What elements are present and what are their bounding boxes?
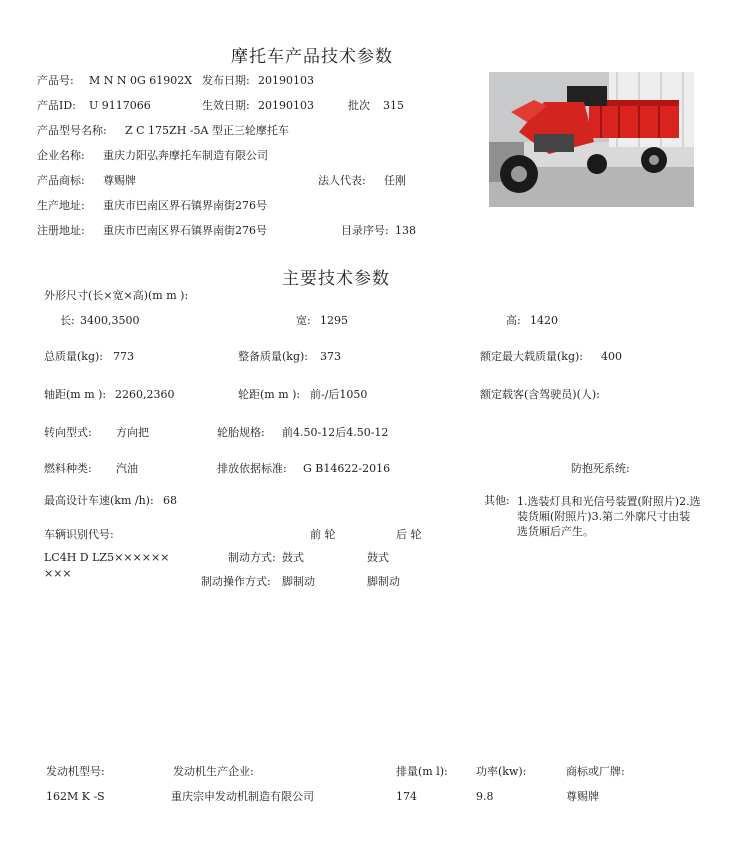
- brand: 尊赐牌: [566, 790, 599, 803]
- vin-continued: ×××: [44, 567, 72, 580]
- registered-address: 重庆市巴南区界石镇界南街276号: [103, 224, 267, 237]
- power: 9.8: [476, 790, 494, 803]
- company: 重庆力阳弘奔摩托车制造有限公司: [103, 149, 268, 162]
- width: 1295: [320, 314, 348, 327]
- track: 前-/后1050: [310, 388, 368, 401]
- product-no-label: 产品号:: [37, 74, 74, 87]
- trademark-label: 产品商标:: [37, 174, 85, 187]
- emission: G B14622-2016: [303, 462, 391, 475]
- catalog-no-label: 目录序号:: [341, 224, 389, 237]
- total-mass-label: 总质量(kg):: [44, 350, 103, 363]
- brake-op-front: 脚制动: [282, 575, 315, 588]
- brake-op-rear: 脚制动: [367, 575, 400, 588]
- registered-address-label: 注册地址:: [37, 224, 85, 237]
- brake-front: 鼓式: [282, 551, 304, 564]
- production-address: 重庆市巴南区界石镇界南街276号: [103, 199, 267, 212]
- passengers-label: 额定载客(含驾驶员)(人):: [480, 388, 600, 401]
- power-label: 功率(kw):: [476, 765, 527, 778]
- page-title: 摩托车产品技术参数: [231, 47, 393, 67]
- curb-mass-label: 整备质量(kg):: [238, 350, 308, 363]
- product-id-label: 产品ID:: [37, 99, 76, 112]
- engine-model: 162M K -S: [46, 790, 105, 803]
- other-label: 其他:: [484, 494, 510, 507]
- max-speed-label: 最高设计车速(km /h):: [44, 494, 154, 507]
- displacement: 174: [396, 790, 417, 803]
- emission-label: 排放依据标准:: [217, 462, 287, 475]
- length: 3400,3500: [80, 314, 140, 327]
- publish-date-label: 发布日期:: [202, 74, 250, 87]
- tire: 前4.50-12后4.50-12: [282, 426, 389, 439]
- model-name: Z C 175ZH -5A 型正三轮摩托车: [125, 124, 289, 137]
- height-label: 高:: [506, 314, 521, 327]
- section-title: 主要技术参数: [282, 269, 390, 289]
- max-load: 400: [601, 350, 622, 363]
- brake-type-label: 制动方式:: [228, 551, 276, 564]
- total-mass: 773: [113, 350, 134, 363]
- curb-mass: 373: [320, 350, 341, 363]
- engine-maker-label: 发动机生产企业:: [173, 765, 254, 778]
- steering-label: 转向型式:: [44, 426, 92, 439]
- displacement-label: 排量(m l):: [396, 765, 448, 778]
- max-speed: 68: [163, 494, 177, 507]
- max-load-label: 额定最大载质量(kg):: [480, 350, 583, 363]
- front-wheel-label: 前 轮: [310, 528, 336, 541]
- dimensions-label: 外形尺寸(长×宽×高)(m m ):: [44, 289, 189, 302]
- product-photo: [489, 72, 694, 207]
- fuel-label: 燃料种类:: [44, 462, 92, 475]
- track-label: 轮距(m m ):: [238, 388, 301, 401]
- product-id: U 9117066: [89, 99, 151, 112]
- vin-label: 车辆识别代号:: [44, 528, 114, 541]
- vin: LC4H D LZ5××××××: [44, 551, 170, 564]
- effective-date: 20190103: [258, 99, 314, 112]
- wheelbase: 2260,2360: [115, 388, 175, 401]
- legal-rep: 任刚: [384, 174, 406, 187]
- trademark: 尊赐牌: [103, 174, 136, 187]
- batch: 315: [383, 99, 404, 112]
- rear-wheel-label: 后 轮: [396, 528, 422, 541]
- catalog-no: 138: [395, 224, 416, 237]
- brake-rear: 鼓式: [367, 551, 389, 564]
- engine-maker: 重庆宗申发动机制造有限公司: [171, 790, 314, 803]
- tire-label: 轮胎规格:: [217, 426, 265, 439]
- product-no: M N N 0G 61902X: [89, 74, 193, 87]
- effective-date-label: 生效日期:: [202, 99, 250, 112]
- brand-label: 商标或厂牌:: [566, 765, 625, 778]
- length-label: 长:: [60, 314, 75, 327]
- abs-label: 防抱死系统:: [571, 462, 630, 475]
- fuel: 汽油: [116, 462, 138, 475]
- batch-label: 批次: [348, 99, 370, 112]
- publish-date: 20190103: [258, 74, 314, 87]
- wheelbase-label: 轴距(m m ):: [44, 388, 107, 401]
- steering: 方向把: [116, 426, 149, 439]
- legal-rep-label: 法人代表:: [318, 174, 366, 187]
- engine-model-label: 发动机型号:: [46, 765, 105, 778]
- production-address-label: 生产地址:: [37, 199, 85, 212]
- company-label: 企业名称:: [37, 149, 85, 162]
- width-label: 宽:: [296, 314, 311, 327]
- brake-op-label: 制动操作方式:: [201, 575, 271, 588]
- height: 1420: [530, 314, 558, 327]
- model-name-label: 产品型号名称:: [37, 124, 107, 137]
- other-notes: 1.选装灯具和光信号装置(附照片)2.选装货厢(附照片)3.第二外廓尺寸由装选货厢后产生。: [517, 495, 701, 538]
